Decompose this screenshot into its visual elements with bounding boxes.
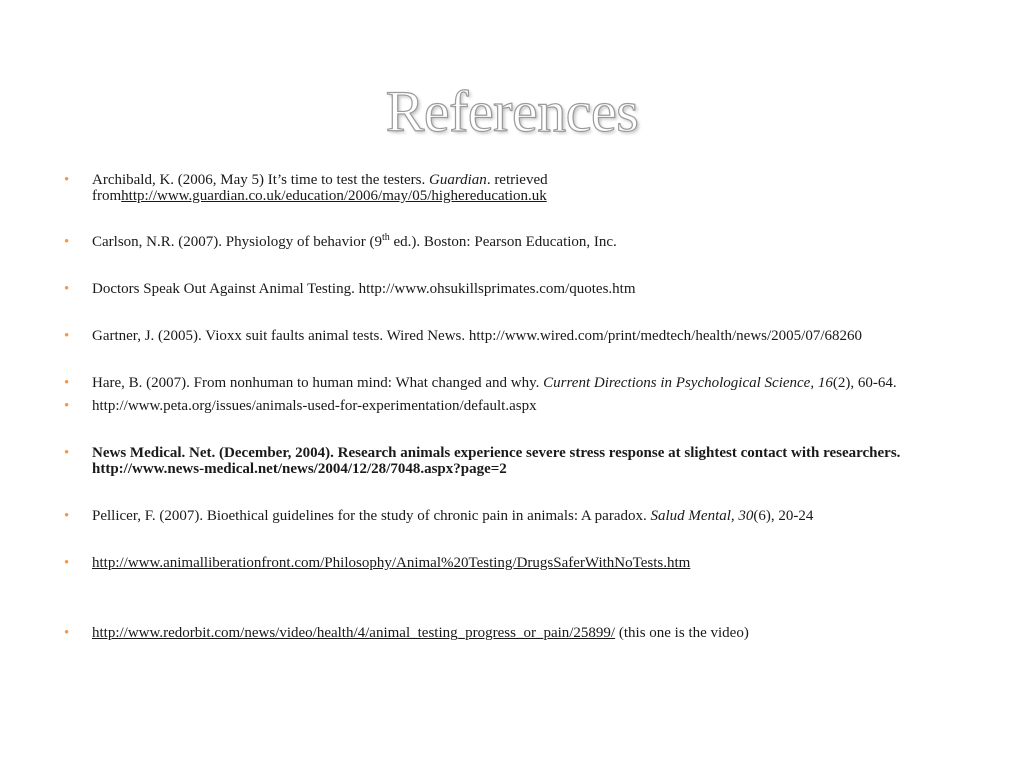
bullet-dot-icon: • <box>64 234 70 250</box>
bullet-dot-icon: • <box>64 281 70 297</box>
reference-text: News Medical. Net. (December, 2004). Research animals experience severe stress response at slightest contact with researchers. http://www.news-medical.net/news/2004/12/28/7048.aspx?page=2 <box>92 445 901 477</box>
bullet-dot-icon: • <box>64 398 70 414</box>
reference-link[interactable]: http://www.guardian.co.uk/education/2006/may/05/highereducation.uk <box>121 188 547 204</box>
reference-text: Hare, B. (2007). From nonhuman to human mind: What changed and why. <box>92 375 544 391</box>
reference-item <box>60 445 960 477</box>
reference-text: Gartner, J. (2005). Vioxx suit faults animal tests. Wired News. http://www.wired.com/print/medtech/health/news/2005/07/68260 <box>92 328 862 344</box>
reference-item <box>60 375 960 391</box>
bullet-dot-icon: • <box>64 508 70 524</box>
reference-item <box>60 398 960 414</box>
reference-text: Doctors Speak Out Against Animal Testing. http://www.ohsukillsprimates.com/quotes.htm <box>92 281 636 297</box>
reference-text: (2), 60-64. <box>832 375 897 391</box>
reference-text: (6), 20-24 <box>753 508 814 524</box>
reference-item <box>60 172 960 204</box>
reference-list <box>60 172 960 641</box>
bullet-dot-icon: • <box>64 328 70 344</box>
bullet-dot-icon: • <box>64 375 70 391</box>
reference-text: http://www.peta.org/issues/animals-used-for-experimentation/default.aspx <box>92 398 537 414</box>
reference-text: Archibald, K. (2006, May 5) It’s time to test the testers. <box>92 172 430 188</box>
reference-text: ed.). Boston: Pearson Education, Inc. <box>389 234 617 250</box>
reference-item <box>60 625 960 641</box>
reference-superscript: th <box>381 232 390 243</box>
page-title: References <box>385 79 639 144</box>
bullet-dot-icon: • <box>64 445 70 461</box>
reference-journal: Current Directions in Psychological Science, 16 <box>543 375 833 391</box>
reference-item <box>60 555 960 571</box>
bullet-dot-icon: • <box>64 172 70 188</box>
reference-item <box>60 328 960 344</box>
reference-text: Carlson, N.R. (2007). Physiology of behavior (9 <box>92 234 382 250</box>
reference-text: Pellicer, F. (2007). Bioethical guidelines for the study of chronic pain in animals: A paradox. <box>92 508 651 524</box>
reference-item <box>60 508 960 524</box>
bullet-dot-icon: • <box>64 625 70 641</box>
reference-text: . retrieved from <box>92 172 548 204</box>
reference-journal: Salud Mental, 30 <box>650 508 754 524</box>
reference-link[interactable]: http://www.redorbit.com/news/video/health/4/animal_testing_progress_or_pain/25899/ <box>92 625 616 641</box>
reference-text: (this one is the video) <box>615 625 749 641</box>
reference-item <box>60 281 960 297</box>
reference-link[interactable]: http://www.animalliberationfront.com/Philosophy/Animal%20Testing/DrugsSaferWithNoTests.htm <box>92 555 691 571</box>
reference-item <box>60 234 960 250</box>
reference-journal: Guardian <box>429 172 487 188</box>
bullet-dot-icon: • <box>64 555 70 571</box>
